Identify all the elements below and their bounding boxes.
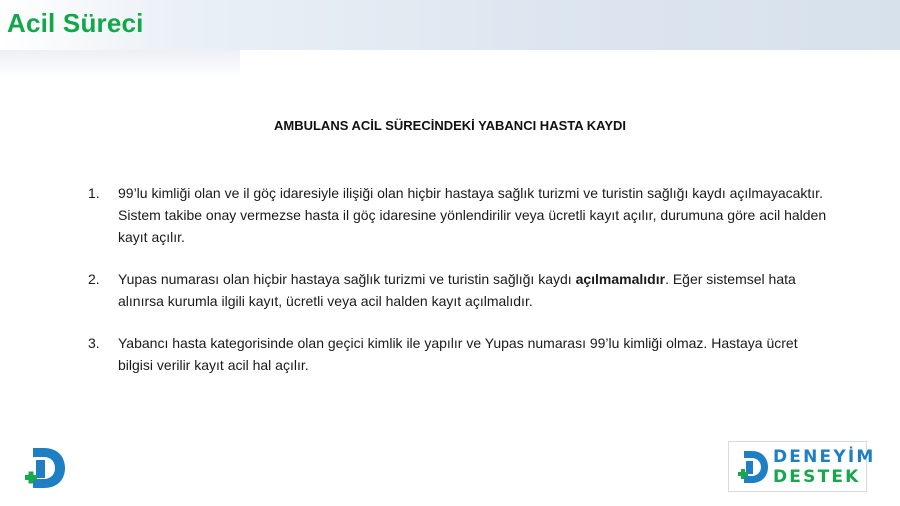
numbered-list <box>88 182 828 396</box>
d-plus-logo-icon <box>24 445 68 491</box>
list-item-text-part: . Eğer sistemsel hata alınırsa kurumla ilgili kayıt, ücretli veya acil halden kayıt açılmalıdır. <box>118 271 796 309</box>
list-item-text: Yabancı hasta kategorisinde olan geçici kimlik ile yapılır ve Yupas numarası 99’lu kimliği olmaz. Hastaya ücret bilgisi verilir kayıt acil hal açılır. <box>118 335 798 373</box>
list-item <box>88 332 828 376</box>
title-bar-shadow <box>0 50 240 80</box>
title-bar <box>0 0 900 50</box>
list-item-emphasis: açılmamalıdır <box>575 271 666 287</box>
list-item-number: 2. <box>88 271 100 287</box>
list-item-text <box>118 268 828 312</box>
list-item <box>88 182 828 248</box>
logo-right <box>728 441 876 492</box>
list-item-number: 1. <box>88 185 100 201</box>
list-item-text-part: Yupas numarası olan hiçbir hastaya sağlık turizmi ve turistin sağlığı kaydı <box>118 271 576 287</box>
section-heading: AMBULANS ACİL SÜRECİNDEKİ YABANCI HASTA KAYDI <box>274 118 626 133</box>
list-item <box>88 268 828 312</box>
logo-word-deneyim: DENEYİM <box>773 447 876 467</box>
logo-left <box>24 445 68 491</box>
logo-word-destek: DESTEK <box>773 467 861 487</box>
deneyim-destek-logo-icon <box>737 449 769 485</box>
list-item-text: 99’lu kimliği olan ve il göç idaresiyle ilişiği olan hiçbir hastaya sağlık turizmi ve turistin sağlığı kaydı açılmayacaktır. Sistem takibe onay vermezse hasta il göç idaresine yönlendirilir veya ücretli kayıt açılır, durumuna göre acil halden kayıt açılır. <box>118 185 827 245</box>
list-item-number: 3. <box>88 335 100 351</box>
slide-title: Acil Süreci <box>7 8 144 38</box>
